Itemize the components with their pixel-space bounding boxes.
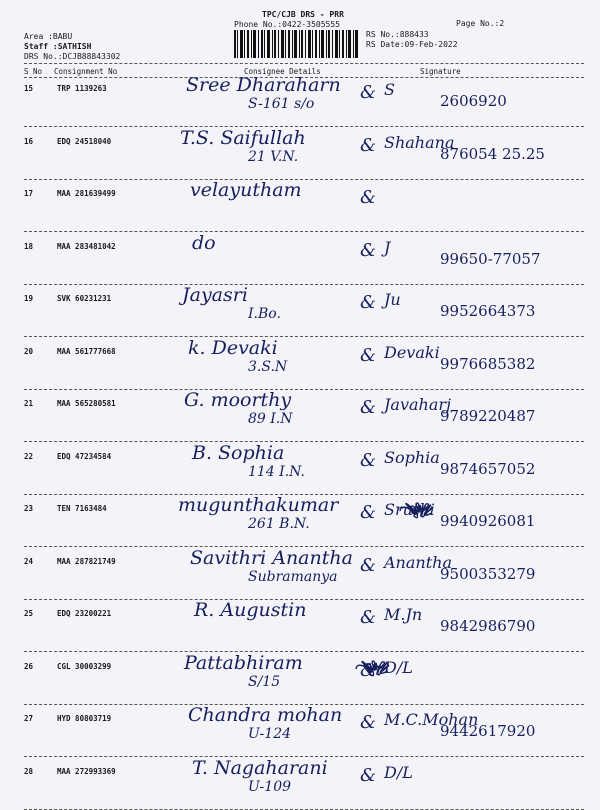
handwritten-signature: Devaki [384, 342, 440, 362]
row-divider [24, 809, 584, 810]
handwritten-signature: Ju [384, 290, 401, 309]
row-consignment-no: TEN 7163484 [57, 504, 107, 513]
row-consignment-no: MAA 561777668 [57, 346, 116, 356]
row-sno: 24 [24, 556, 34, 566]
row-sno: 23 [24, 504, 34, 513]
handwritten-consignee-name: do [192, 231, 216, 254]
handwritten-phone-number: 2606920 [440, 92, 507, 110]
row-sno: 19 [24, 294, 34, 303]
scribbled-signature-blot [352, 654, 398, 684]
handwritten-signature: M.C.Mohan [384, 710, 479, 729]
row-sno: 18 [24, 241, 34, 251]
row-sno: 20 [24, 346, 34, 356]
header-divider-top [24, 63, 584, 64]
handwritten-phone-number: 9874657052 [440, 459, 536, 478]
handwritten-address: 261 B.N. [248, 516, 310, 532]
handwritten-mark: & [360, 502, 377, 523]
row-divider [24, 179, 584, 180]
handwritten-address: 3.S.N [248, 358, 288, 375]
handwritten-address: S/15 [248, 673, 281, 690]
handwritten-address: I.Bo. [248, 306, 281, 322]
handwritten-signature: Sruthi [384, 500, 435, 519]
handwritten-phone-number: 99650-77057 [440, 249, 541, 268]
handwritten-mark: & [360, 712, 377, 733]
handwritten-mark: & [360, 397, 377, 418]
row-consignment-no: EDQ 23200221 [57, 609, 112, 618]
handwritten-mark: & [360, 764, 377, 786]
row-consignment-no: CGL 30003299 [57, 661, 112, 671]
rs-date: RS Date:09-Feb-2022 [366, 40, 458, 49]
handwritten-mark: & [360, 344, 377, 366]
row-consignment-no: MAA 565280581 [57, 399, 116, 408]
row-consignment-no: MAA 287821749 [57, 556, 116, 566]
handwritten-address: U-109 [248, 778, 292, 795]
row-sno: 28 [24, 766, 34, 776]
handwritten-mark: & [360, 82, 377, 103]
handwritten-address: 21 V.N. [248, 148, 299, 165]
handwritten-consignee-name: k. Devaki [188, 336, 278, 359]
handwritten-signature: Javaharj [384, 395, 451, 414]
handwritten-mark: & [360, 554, 377, 576]
area-label: Area :BABU [24, 32, 73, 41]
handwritten-consignee-name: B. Sophia [192, 441, 285, 464]
handwritten-phone-number: 9500353279 [440, 564, 536, 583]
rs-number: RS No.:888433 [366, 30, 429, 39]
row-sno: 25 [24, 609, 34, 618]
row-sno: 27 [24, 714, 34, 723]
col-header-sno: S No [24, 67, 43, 76]
handwritten-address: Subramanya [248, 568, 338, 585]
drs-number: DRS No.:DCJB88843302 [24, 52, 121, 61]
handwritten-signature: Sophia [384, 447, 440, 467]
handwritten-phone-number: 9976685382 [440, 354, 536, 373]
handwritten-mark: & [360, 134, 377, 156]
handwritten-signature: Shahana [384, 132, 455, 152]
handwritten-consignee-name: G. moorthy [184, 389, 292, 411]
col-header-signature: Signature [420, 67, 461, 76]
handwritten-mark: & [360, 187, 377, 208]
handwritten-phone-number: 9940926081 [440, 512, 536, 530]
handwritten-address: 114 I.N. [248, 463, 305, 480]
handwritten-consignee-name: velayutham [190, 179, 302, 201]
handwritten-consignee-name: Chandra mohan [188, 704, 343, 726]
barcode-image [234, 30, 358, 58]
row-divider [24, 284, 584, 285]
handwritten-signature: J [384, 237, 391, 257]
handwritten-address: U-124 [248, 726, 292, 742]
row-divider [24, 231, 584, 232]
row-divider [24, 441, 584, 442]
row-sno: 21 [24, 399, 34, 408]
handwritten-phone-number: 9442617920 [440, 722, 536, 740]
phone-number: Phone No.:0422-3505555 [234, 20, 340, 29]
scribbled-signature-blot [396, 496, 442, 526]
row-consignment-no: TRP 1139263 [57, 84, 107, 93]
row-sno: 22 [24, 451, 34, 461]
row-consignment-no: MAA 272993369 [57, 766, 116, 776]
handwritten-consignee-name: Sree Dharaharn [186, 74, 341, 96]
handwritten-consignee-name: mugunthakumar [178, 494, 339, 516]
handwritten-mark: & [360, 239, 377, 261]
handwritten-phone-number: 9842986790 [440, 617, 536, 635]
handwritten-mark: & [360, 659, 377, 681]
col-header-consignee: Consignee Details [244, 67, 321, 76]
row-sno: 15 [24, 84, 34, 93]
handwritten-mark: & [360, 449, 377, 471]
handwritten-phone-number: 9952664373 [440, 302, 536, 320]
handwritten-signature: S [384, 80, 395, 99]
handwritten-signature: D/L [384, 762, 413, 782]
row-consignment-no: MAA 283481042 [57, 241, 116, 251]
col-header-consignment: Consignment No [54, 67, 118, 76]
row-sno: 26 [24, 661, 34, 671]
handwritten-address: S-161 s/o [248, 96, 315, 112]
row-sno: 17 [24, 189, 34, 198]
handwritten-signature: D/L [384, 657, 413, 677]
handwritten-consignee-name: R. Augustin [194, 599, 307, 621]
page-number: Page No.:2 [456, 19, 505, 28]
handwritten-consignee-name: T.S. Saifullah [180, 126, 306, 149]
handwritten-signature: M.Jn [384, 605, 423, 624]
handwritten-mark: & [360, 292, 377, 313]
staff-label: Staff :SATHISH [24, 42, 92, 51]
row-sno: 16 [24, 136, 34, 146]
row-consignment-no: HYD 80803719 [57, 714, 112, 723]
handwritten-phone-number: 9789220487 [440, 407, 536, 425]
handwritten-mark: & [360, 607, 377, 628]
handwritten-phone-number: 876054 25.25 [440, 144, 545, 163]
row-divider [24, 651, 584, 652]
row-consignment-no: EDQ 24518040 [57, 136, 112, 146]
handwritten-signature: Anantha [384, 552, 452, 572]
row-divider [24, 389, 584, 390]
handwritten-consignee-name: Jayasri [182, 284, 248, 306]
handwritten-consignee-name: Pattabhiram [184, 651, 303, 674]
handwritten-consignee-name: Savithri Anantha [190, 546, 353, 569]
report-title: TPC/CJB DRS - PRR [262, 10, 344, 19]
row-divider [24, 336, 584, 337]
handwritten-consignee-name: T. Nagaharani [192, 756, 328, 779]
row-consignment-no: SVK 60231231 [57, 294, 112, 303]
handwritten-address: 89 I.N [248, 411, 293, 427]
row-consignment-no: EDQ 47234584 [57, 451, 112, 461]
row-consignment-no: MAA 281639499 [57, 189, 116, 198]
